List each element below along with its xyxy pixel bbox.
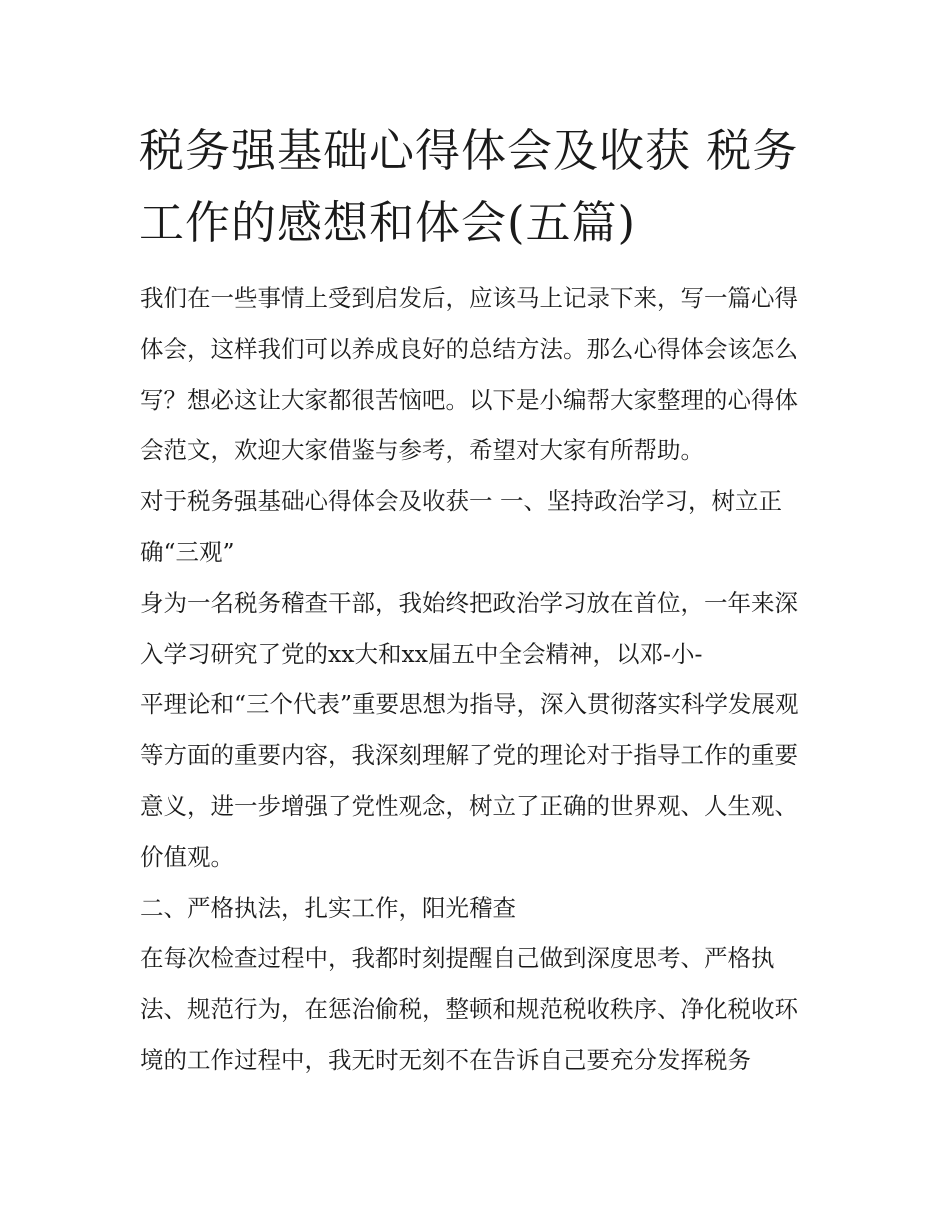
document-body xyxy=(140,273,812,1086)
paragraph-theory-guidance: 平理论和“三个代表”重要思想为指导，深入贯彻落实科学发展观等方面的重要内容，我深刻理解了党的理论对于指导工作的重要意义，进一步增强了党性观念，树立了正确的世界观、人生观、价值观。 xyxy=(140,690,799,871)
paragraph-inspection-work: 在每次检查过程中，我都时刻提醒自己做到深度思考、严格执法、规范行为，在惩治偷税，整顿和规范税收秩序、净化税收环境的工作过程中，我无时无刻不在告诉自己要充分发挥税务 xyxy=(140,944,798,1074)
paragraph-political-study: 身为一名税务稽查干部，我始终把政治学习放在首位，一年来深入学习研究了党的xx大和xx届五中全会精神，以邓-小- xyxy=(140,588,798,668)
paragraph-intro: 我们在一些事情上受到启发后，应该马上记录下来，写一篇心得体会，这样我们可以养成良好的总结方法。那么心得体会该怎么写？想必这让大家都很苦恼吧。以下是小编帮大家整理的心得体会范文，欢迎大家借鉴与参考，希望对大家有所帮助。 xyxy=(140,284,798,465)
paragraph-section-one-heading: 对于税务强基础心得体会及收获一 一、坚持政治学习，树立正确“三观” xyxy=(140,487,782,566)
document-title: 税务强基础心得体会及收获 税务工作的感想和体会(五篇) xyxy=(139,124,799,249)
paragraph-section-two-heading: 二、严格执法，扎实工作，阳光稽查 xyxy=(140,893,516,922)
